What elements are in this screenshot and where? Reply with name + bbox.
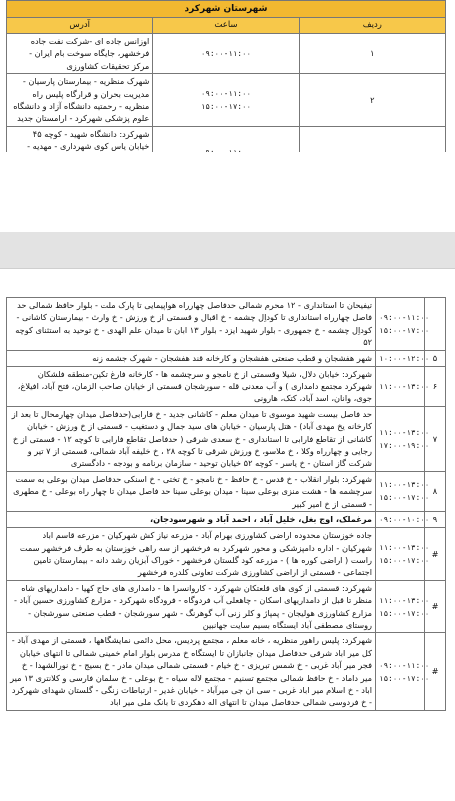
header-time: ساعت [153,18,299,34]
row-address: شهرک منظریه - بیمارستان پارسیان - مدیریت بحران و قرارگاه پلیس راه منظریه - رحمتیه دانشگاه آزاد و دانشگاه علوم پزشکی شهرکرد - ارامستان جدید [7,74,153,127]
table-row [7,74,446,127]
row-address: حد فاصل بیست شهید موسوی تا میدان معلم - کاشانی جدید - خ فارابی(حدفاصل میدان چهارمحال تا بعد از کارخانه یخ مهدی آباد) - هتل پارسیان - خیابان های سید جمال و دستغیب - قسمتی از خ ورزش - خیابان کاشانی از تقاطع فارابی تا استانداری - خ سعدی شرقی ( حدفاصل تقاطع فارابی تا کوچه ۱۲ - قسمتی از خ رجایی و چهارراه وکلا ، خ ملاسو، خ ورزش شرقی تا کوچه ۲۸ ، خ خلیفه آباد شمالی، قسمتی از ۷ تیر و شرکت گاز استان - خ یاسر - کوچه ۵۲ خیابان توحید - سازمان برنامه و بودجه - دادگستری [7,406,376,471]
table-header-row [7,18,446,34]
row-number: ۸ [425,471,446,511]
row-time: ۱۱:۰۰-۱۳:۰۰ ۱۷:۰۰-۱۹:۰۰ [376,406,425,471]
row-number: # [425,528,446,581]
row-time: ۰۹:۰۰-۱۰:۰۰ [376,512,425,528]
table-row [7,512,446,528]
table-row [7,528,446,581]
header-row-number: ردیف [299,18,445,34]
row-time: ۱۱:۰۰-۱۳:۰۰ ۱۵:۰۰-۱۷:۰۰ [376,471,425,511]
table-row [7,298,446,351]
row-time: ۰۹:۰۰-۱۱:۰۰ ۱۵:۰۰-۱۷:۰۰ [153,74,299,127]
row-number: # [425,580,446,633]
row-address: تیفیحان تا استانداری - ۱۲ محرم شمالی حدفاصل چهارراه هواپیمایی تا پارک ملت - بلوار حافظ شمالی حد فاصل چهارراه استانداری تا کوداِل چشمه - خ اقبال و قسمتی از خ ورزش - خ وارث - بیمارستان کاشانی - کوداِل چشمه - خ جمهوری - بلوار شهید ایزد - بلوار ۱۳ ابان تا میدان علم الهدی - خ توحید به استثنای کوچه ۵۲ [7,298,376,351]
row-time: ۱۰:۰۰-۱۲:۰۰ [376,350,425,366]
row-number: ۹ [425,512,446,528]
row-address: شهرکرد: خیابان دلال، شیلا وقسمتی از خ نامجو و سرچشمه ها - کارخانه فارغ تکین-منطقه فلشکان شهرکرد مجتمع دامداری ) و آب معدنی قله - سورشجان قسمتی از خیابان صاحب الزمان، فتح آباد، افیلاغ، جوی، وانان، اسد آباد، کتک، هارونی [7,366,376,406]
row-address: شهرکرد: پلیس راهور منظریه ، خانه معلم ، مجتمع پردیس، محل دائمی نمایشگاهها ، قسمتی از مهدی آباد - کل میر اباد شرقی حدفاصل میدان جانبازان تا ایستگاه خ مدرس بلوار امام خمینی شمالی تا انتهای خیابان فجر میر آباد غربی - خ شمس تبریزی - خ خیام - قسمتی شمالی میدان مادر - خ بسیج - خ نورالشهدا - خ میر داماد - خ حافظ شمالی مجتمع تسنیم - مجتمع لاله سیاه - خ بوعلی - خ سلمان فارسی و کلانتری ۱۳ میر اباد - خ اسلام میر اباد غربی - سی ان جی میرآباد - خیابان غدیر - ارتباطات زنگی - گلستان شهدای شهرکرد - خ فردوسی شمالی حدفاصل میدان تا انتهای اله دهکردی تا بانک ملی میر اباد [7,633,376,710]
document-page-1 [0,0,455,152]
header-address: آدرس [7,18,153,34]
table-row [7,350,446,366]
table-row [7,471,446,511]
document-page-2 [0,268,455,801]
table-row [7,406,446,471]
table-row [7,34,446,74]
row-number: ۷ [425,406,446,471]
row-number: ۲ [299,74,445,127]
row-address: جاده خوزستان محدوده اراضی کشاورزی بهرام آباد - مزرعه نیاز کش شهرکیان - مزرعه قاسم اباد شهرکیان - اداره دامپزشکی و محور شهرکرد به فرخشهر از سه راهی خوزستان به طرف فرخشهر سمت راست ( اراضی کوره ها ) - مزرعه کود گلستان فرخشهر - خوراک آبزیان رشد دانه - بیمارستان تامین اجتماعی - قسمتی از اراضی کشاورزی شرکت تعاونی کلدره فرخشهر [7,528,376,581]
table-title-row [7,1,446,18]
row-number: ۵ [425,350,446,366]
row-address: مرغملک، اوج بغل، خلیل آباد ، احمد آباد و شهرسودجان، [7,512,376,528]
table-row [7,633,446,710]
row-time: ۰۹:۰۰-۱۱:۰۰ ۱۵:۰۰-۱۷:۰۰ [376,298,425,351]
table-row [7,366,446,406]
row-time: ۱۱:۰۰-۱۳:۰۰ ۱۵:۰۰-۱۷:۰۰ [376,528,425,581]
row-time: ۰۹:۰۰-۱۱:۰۰ ۱۵:۰۰-۱۷:۰۰ [376,633,425,710]
row-address: شهرکرد: بلوار انقلاب - خ قدس - خ حافظ - خ نامجو - خ تختی - خ اسنکی حدفاصل میدان بوعلی به سمت سرچشمه ها - هشت منزی بوعلی سینا - میدان بوعلی سینا حد فاصل میدان تا چهار راه بوعلی - خ مطهری - قسمتی از خ امیر کبیر [7,471,376,511]
row-number: ۶ [425,366,446,406]
row-number [425,298,446,351]
table-row [7,580,446,633]
row-time: ۱۱:۰۰-۱۳:۰۰ [376,366,425,406]
row-address: شهرکرد: دانشگاه شهید - کوچه ۴۵ خیابان یاس کوی شهرداری - مهدیه - [7,126,153,191]
row-time: ۰۹:۰۰-۱۱:۰۰ [153,34,299,74]
row-number: ۱ [299,34,445,74]
row-time: ۱۱:۰۰-۱۳:۰۰ ۱۵:۰۰-۱۷:۰۰ [376,580,425,633]
page-separator-band [0,232,455,268]
row-address: شهر هفشجان و قطب صنعتی هفشجان و کارخانه قند هفشجان - شهرک جشمه زنه [7,350,376,366]
row-address: شهرکرد: قسمتی از کوی های قلعتکان شهرکرد - کاروانسرا ها - دامداری های حاج کهیا - دامداریهای شاه منظر تا قبل از دامداریهای اسکان - چاهعلی آب فردوگاه - فرودگاه شهرکرد - مزارع کشاورزی حسین آباد - مزارع کشاورزی هولیجان - پمپاژ و کلر زنی آب گوهرنگ - شهر سورشجان - قطب صنعتی سورشجان - روستای مصطفی آباد ایستگاه بسیم سایت جهانبین [7,580,376,633]
outage-table-2 [6,297,446,711]
county-title: شهرستان شهرکرد [7,1,446,18]
row-address: اوزانس جاده ای -شرکت نفت جاده فرخشهر، جایگاه سوخت بام ایران - مرکز تحقیقات کشاورزی [7,34,153,74]
row-number: # [425,633,446,710]
